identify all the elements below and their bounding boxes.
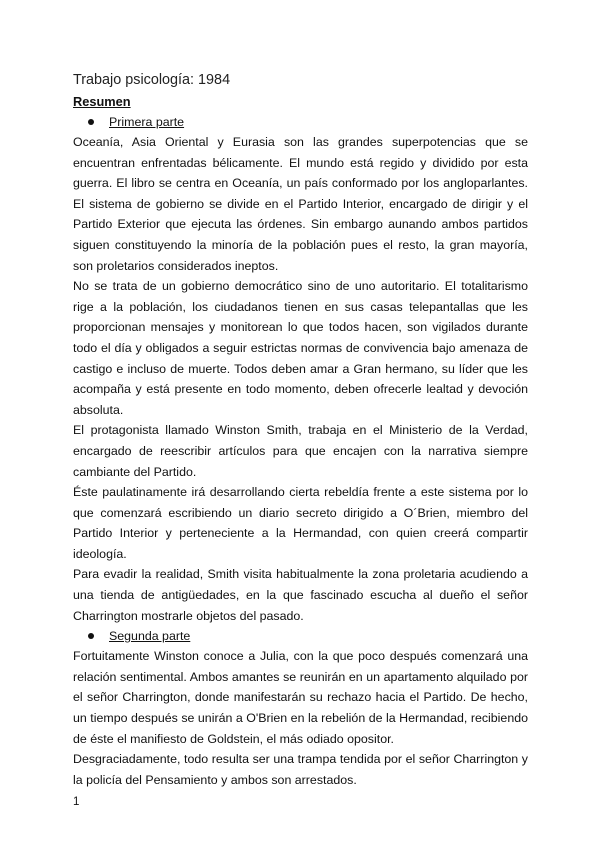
page-number: 1 — [73, 796, 80, 808]
part-heading-2 — [73, 626, 528, 646]
paragraph: No se trata de un gobierno democrático sino de uno autoritario. El totalitarismo rige a la población, los ciudadanos tienen en sus casas telepantallas que les proporcionan mensajes y monitorean lo que todos hacen, son vigilados durante todo el día y obligados a seguir estrictas normas de convivencia bajo amenaza de castigo e incluso de muerte. Todos deben amar a Gran hermano, su líder que les acompaña y está presente en todo momento, deben ofrecerle lealtad y devoción absoluta. — [73, 279, 528, 417]
paragraph: Para evadir la realidad, Smith visita habitualmente la zona proletaria acudiendo a una tienda de antigüedades, en la que fascinado escucha al dueño el señor Charrington mostrarle objetos del pasado. — [73, 567, 528, 623]
paragraph: Éste paulatinamente irá desarrollando cierta rebeldía frente a este sistema por lo que comenzará escribiendo un diario secreto dirigido a O´Brien, miembro del Partido Interior y perteneciente a la Hermandad, con quien creerá compartir ideología. — [73, 485, 528, 561]
part-heading-1 — [73, 112, 528, 132]
bullet-icon — [88, 119, 94, 125]
paragraph: El protagonista llamado Winston Smith, trabaja en el Ministerio de la Verdad, encargado de reescribir artículos para que encajen con la narrativa siempre cambiante del Partido. — [73, 423, 528, 479]
part-label: Primera parte — [109, 115, 185, 129]
paragraph: Desgraciadamente, todo resulta ser una trampa tendida por el señor Charrington y la policía del Pensamiento y ambos son arrestados. — [73, 752, 528, 787]
bullet-icon — [88, 633, 94, 639]
paragraph: Fortuitamente Winston conoce a Julia, con la que poco después comenzará una relación sentimental. Ambos amantes se reunirán en un apartamento alquilado por el señor Charrington, donde manifestarán su rechazo hacia el Partido. De hecho, un tiempo después se unirán a O'Brien en la rebelión de la Hermandad, recibiendo de éste el manifiesto de Goldstein, el más odiado opositor. — [73, 649, 528, 746]
document-body — [73, 70, 528, 790]
section-heading: Resumen — [73, 94, 131, 109]
part-label: Segunda parte — [109, 629, 191, 644]
document-title: Trabajo psicología: 1984 — [73, 72, 231, 88]
paragraph: Oceanía, Asia Oriental y Eurasia son las grandes superpotencias que se encuentran enfrentadas bélicamente. El mundo está regido y dividido por esta guerra. El libro se centra en Oceanía, un país conformado por los angloparlantes. El sistema de gobierno se divide en el Partido Interior, encargado de dirigir y el Partido Exterior que ejecuta las órdenes. Sin embargo aunando ambos partidos siguen constituyendo la minoría de la población pues el resto, la gran mayoría, son proletarios considerados ineptos. — [73, 135, 528, 273]
